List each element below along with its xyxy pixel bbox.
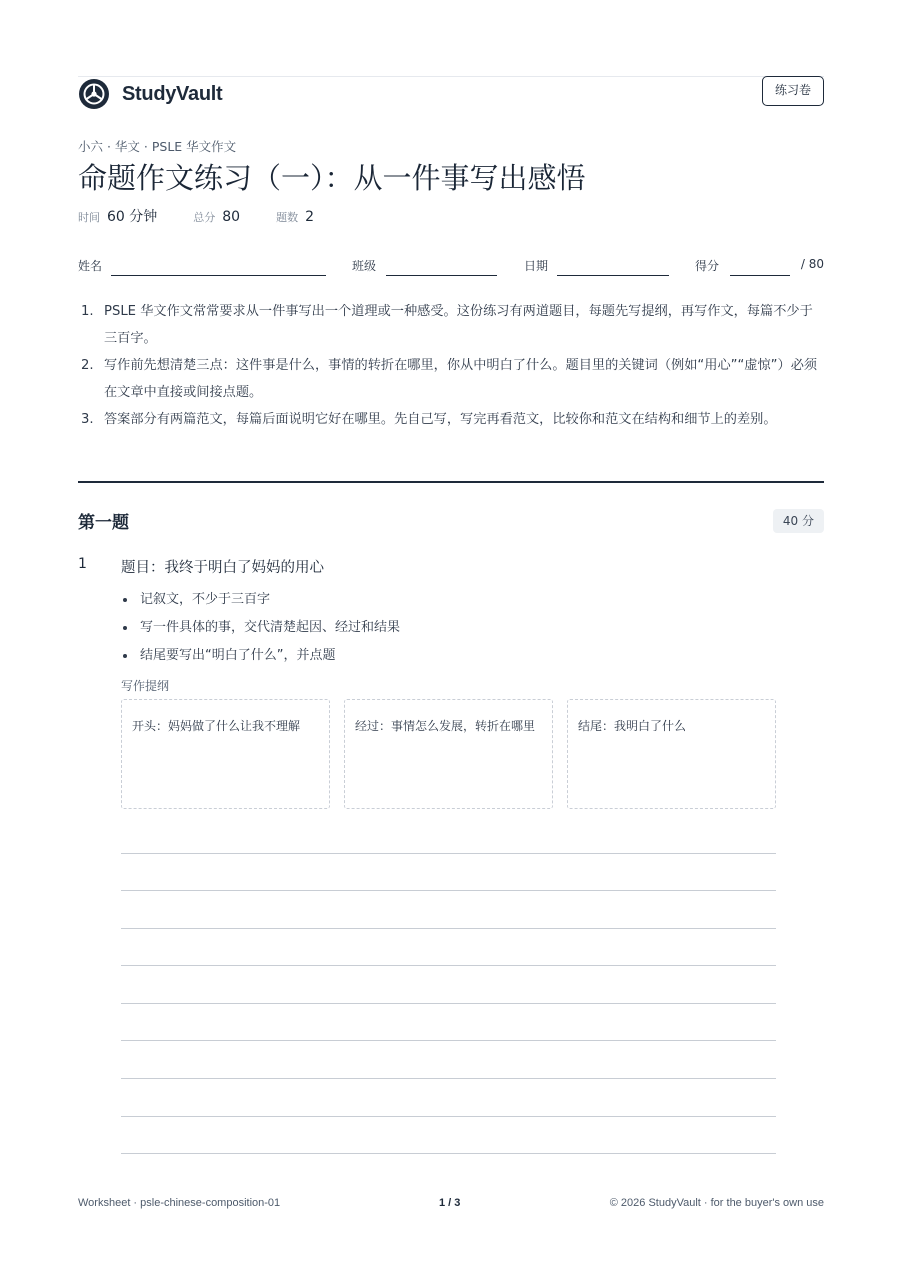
meta-time-value: 60 分钟: [107, 209, 158, 225]
worksheet-meta: [78, 206, 350, 226]
brand: [78, 78, 222, 110]
name-field[interactable]: [111, 275, 326, 276]
outline-box-label: 开头：妈妈做了什么让我不理解: [132, 719, 301, 733]
outline-label: 写作提纲: [121, 679, 170, 693]
meta-total-value: 80: [222, 209, 241, 225]
question-prompt: 题目：我终于明白了妈妈的用心: [121, 560, 324, 576]
footer-copyright: © 2026 StudyVault · for the buyer's own use: [609, 1197, 824, 1209]
writing-line[interactable]: [121, 1153, 776, 1154]
meta-total: [193, 209, 240, 225]
instruction-text: 答案部分有两篇范文，每篇后面说明它好在哪里。先自己写，写完再看范文，比较你和范文在结构和细节上的差别。: [104, 412, 777, 427]
requirement-item: 记叙文，不少于三百字: [121, 586, 400, 614]
breadcrumb: 小六 · 华文 · PSLE 华文作文: [78, 139, 237, 154]
meta-count-value: 2: [305, 209, 315, 225]
studyvault-logo-icon: [78, 78, 110, 110]
writing-line[interactable]: [121, 1003, 776, 1004]
meta-time: [78, 206, 157, 226]
date-field[interactable]: [557, 275, 669, 276]
top-divider: [78, 76, 824, 77]
requirement-item: 结尾要写出“明白了什么”，并点题: [121, 642, 400, 670]
instruction-text: 写作前先想清楚三点：这件事是什么，事情的转折在哪里，你从中明白了什么。题目里的关键词（例如“用心”“虚惊”）必须在文章中直接或间接点题。: [104, 358, 818, 400]
date-label: 日期: [524, 259, 549, 273]
meta-total-label: 总分: [193, 211, 216, 224]
question-number: 1: [78, 556, 87, 572]
outline-box-label: 经过：事情怎么发展，转折在哪里: [355, 719, 536, 733]
page-title: 命题作文练习（一）：从一件事写出感悟: [78, 161, 586, 195]
section-title: 第一题: [78, 513, 129, 533]
instruction-item: [78, 298, 824, 352]
requirement-item: 写一件具体的事，交代清楚起因、经过和结果: [121, 614, 400, 642]
score-total: / 80: [800, 257, 824, 271]
section-divider: [78, 481, 824, 483]
points-badge: 40 分: [773, 509, 824, 533]
outline-box-ending[interactable]: [567, 699, 776, 809]
meta-time-label: 时间: [78, 211, 100, 224]
worksheet-page: [78, 0, 824, 1274]
instruction-item: [78, 352, 824, 406]
writing-line[interactable]: [121, 928, 776, 929]
student-info-fields: [78, 255, 824, 277]
worksheet-type-badge: 练习卷: [762, 76, 824, 106]
writing-line[interactable]: [121, 1116, 776, 1117]
meta-count: [276, 209, 314, 225]
footer-worksheet-id: Worksheet · psle-chinese-composition-01: [78, 1197, 281, 1209]
instruction-number: 2.: [81, 358, 94, 373]
instructions-list: [78, 298, 824, 433]
writing-line[interactable]: [121, 853, 776, 854]
outline-box-opening[interactable]: [121, 699, 330, 809]
class-label: 班级: [352, 259, 377, 273]
meta-count-label: 题数: [276, 211, 299, 224]
instruction-number: 1.: [81, 304, 94, 319]
score-label: 得分: [695, 259, 720, 273]
writing-line[interactable]: [121, 1078, 776, 1079]
writing-line[interactable]: [121, 965, 776, 966]
instruction-number: 3.: [81, 412, 94, 427]
instruction-text: PSLE 华文作文常常要求从一件事写出一个道理或一种感受。这份练习有两道题目，每题先写提纲，再写作文，每篇不少于三百字。: [104, 304, 813, 346]
class-field[interactable]: [386, 275, 497, 276]
score-field[interactable]: [730, 275, 790, 276]
writing-line[interactable]: [121, 1040, 776, 1041]
footer-page-number: 1 / 3: [439, 1197, 461, 1209]
writing-line[interactable]: [121, 890, 776, 891]
outline-box-middle[interactable]: [344, 699, 553, 809]
instruction-item: [78, 406, 824, 433]
brand-name: StudyVault: [122, 82, 223, 105]
name-label: 姓名: [78, 259, 103, 273]
outline-box-label: 结尾：我明白了什么: [578, 719, 687, 733]
requirements-list: [121, 586, 400, 670]
